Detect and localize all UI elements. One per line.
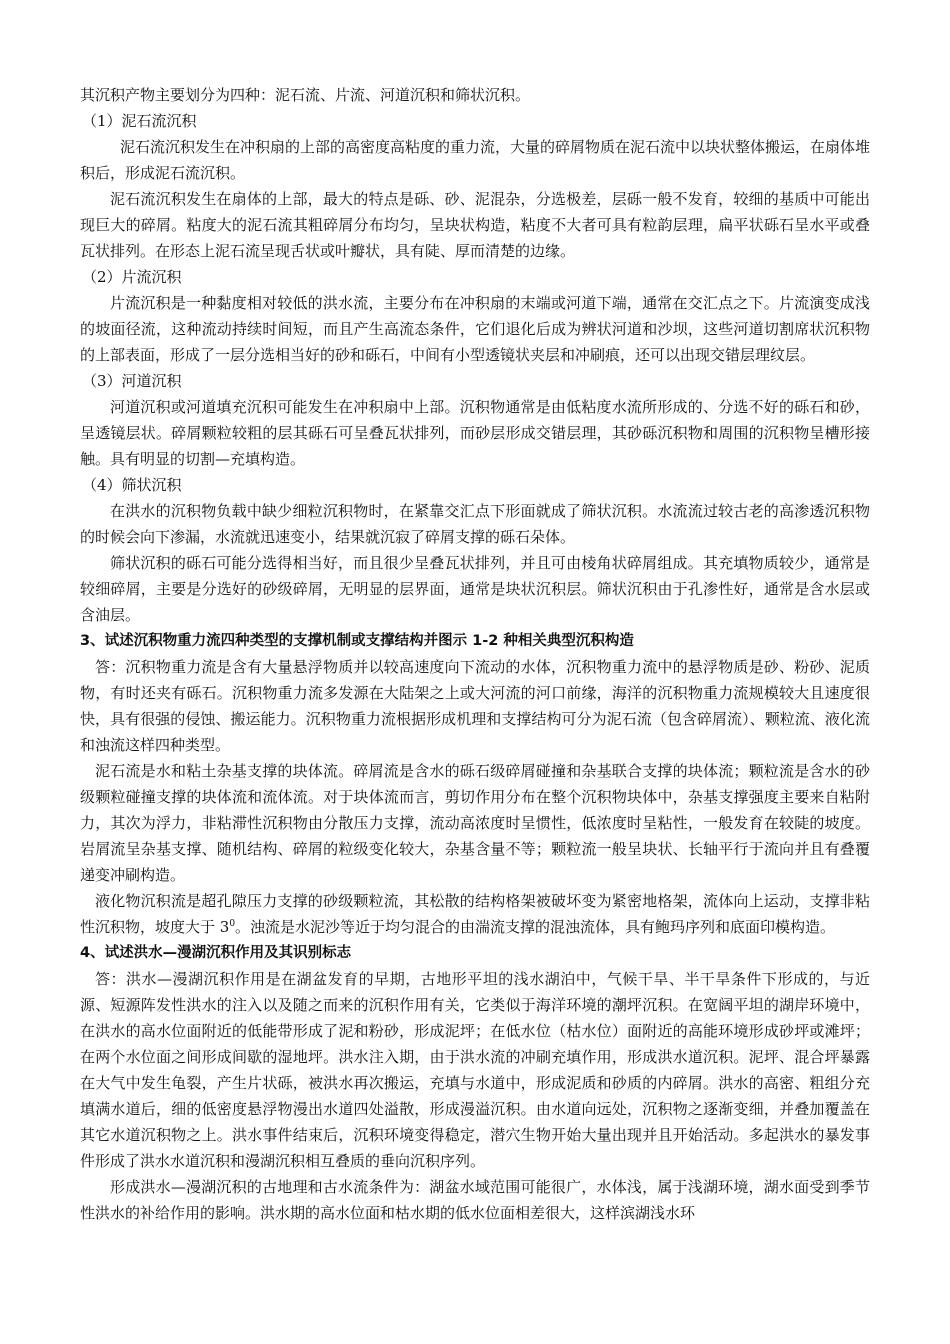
section-heading-debris-flow: （1）泥石流沉积 (82, 112, 197, 130)
answer-paragraph: 答：沉积物重力流是含有大量悬浮物质并以较高速度向下流动的水体，沉积物重力流中的悬浮物质是砂、粉砂、泥质物，有时还夹有砾石。沉积物重力流多发源在大陆架之上或大河流的河口前缘，海洋的沉积物重力流规模较大且速度很快，具有很强的侵蚀、搬运能力。沉积物重力流根据形成机理和支撑结构可分为泥石流（包含碎屑流）、颗粒流、液化流和浊流这样四种类型。 (80, 658, 870, 754)
section-heading-channel: （3）河道沉积 (82, 372, 182, 390)
superscript: 0 (229, 919, 236, 929)
paragraph (80, 888, 870, 940)
text-run: 液化物沉积流是超孔隙压力支撑的砂级颗粒流，其松散的结构格架被破坏变为紧密地格架，流体向上运动，支撑非粘性沉积物，坡度大于 3 (80, 892, 870, 936)
paragraph: 河道沉积或河道填充沉积可能发生在冲积扇中上部。沉积物通常是由低粘度水流所形成的、分选不好的砾石和砂，呈透镜层状。碎屑颗粒较粗的层其砾石可呈叠瓦状排列，而砂层形成交错层理，其砂砾沉积物和周围的沉积物呈槽形接触。具有明显的切割—充填构造。 (80, 398, 870, 468)
paragraph: 形成洪水—漫湖沉积的古地理和古水流条件为：湖盆水域范围可能很广，水体浅，属于浅湖环境，湖水面受到季节性洪水的补给作用的影响。洪水期的高水位面和枯水期的低水位面相差很大，这样滨湖浅水环 (80, 1178, 870, 1222)
text-run: 。浊流是水泥沙等近于均匀混合的由湍流支撑的混浊流体，具有鲍玛序列和底面印模构造。 (235, 918, 836, 936)
paragraph: 在洪水的沉积物负载中缺少细粒沉积物时，在紧靠交汇点下形面就成了筛状沉积。水流流过较古老的高渗透沉积物的时候会向下渗漏，水流就迅速变小，结果就沉寂了碎屑支撑的砾石朵体。 (80, 502, 870, 546)
intro-paragraph: 其沉积产物主要划分为四种：泥石流、片流、河道沉积和筛状沉积。 (80, 86, 531, 104)
paragraph: 泥石流沉积发生在扇体的上部，最大的特点是砾、砂、泥混杂，分选极差，层砾一般不发育，较细的基质中可能出现巨大的碎屑。粘度大的泥石流其粗碎屑分布均匀，呈块状构造，粘度不大者可具有粒韵层理，扁平状砾石呈水平或叠瓦状排列。在形态上泥石流呈现舌状或叶瓣状，具有陡、厚而清楚的边缘。 (80, 190, 870, 260)
question-3-heading: 3、试述沉积物重力流四种类型的支撑机制或支撑结构并图示 1-2 种相关典型沉积构造 (80, 633, 634, 649)
paragraph: 片流沉积是一种黏度相对较低的洪水流，主要分布在冲积扇的末端或河道下端，通常在交汇点之下。片流演变成浅的坡面径流，这种流动持续时间短，而且产生高流态条件，它们退化后成为辨状河道和沙坝，这些河道切割席状沉积物的上部表面，形成了一层分选相当好的砂和砾石，中间有小型透镜状夹层和冲刷痕，还可以出现交错层理纹层。 (80, 294, 870, 364)
paragraph: 筛状沉积的砾石可能分选得相当好，而且很少呈叠瓦状排列，并且可由棱角状碎屑组成。其充填物质较少，通常是较细碎屑，主要是分选好的砂级碎屑，无明显的层界面，通常是块状沉积层。筛状沉积由于孔渗性好，通常是含水层或含油层。 (80, 554, 870, 624)
section-heading-sieve: （4）筛状沉积 (82, 476, 182, 494)
paragraph: 泥石流沉积发生在冲积扇的上部的高密度高粘度的重力流，大量的碎屑物质在泥石流中以块状整体搬运，在扇体堆积后，形成泥石流沉积。 (80, 138, 871, 182)
question-4-heading: 4、试述洪水—漫湖沉积作用及其识别标志 (80, 945, 352, 961)
paragraph: 泥石流是水和粘土杂基支撑的块体流。碎屑流是含水的砾石级碎屑碰撞和杂基联合支撑的块体流；颗粒流是含水的砂级颗粒碰撞支撑的块体流和流体流。对于块体流而言，剪切作用分布在整个沉积物块体中，杂基支撑强度主要来自粘附力，其次为浮力，非粘滞性沉积物由分散压力支撑，流动高浓度时呈惯性，低浓度时呈粘性，一般发育在较陡的坡度。岩屑流呈杂基支撑、随机结构、碎屑的粒级变化较大，杂基含量不等；颗粒流一般呈块状、长轴平行于流向并且有叠覆递变冲刷构造。 (80, 762, 870, 884)
section-heading-sheet-flow: （2）片流沉积 (82, 268, 182, 286)
document-page (80, 82, 870, 1226)
answer-paragraph: 答：洪水—漫湖沉积作用是在湖盆发育的早期，古地形平坦的浅水湖泊中，气候干旱、半干旱条件下形成的，与近源、短源阵发性洪水的注入以及随之而来的沉积作用有关，它类似于海洋环境的潮坪沉积。在宽阔平坦的湖岸环境中，在洪水的高水位面附近的低能带形成了泥和粉砂，形成泥坪；在低水位（枯水位）面附近的高能环境形成砂坪或滩坪；在两个水位面之间形成间歇的湿地坪。洪水注入期，由于洪水流的冲刷充填作用，形成洪水道沉积。泥坪、混合坪暴露在大气中发生龟裂，产生片状砾，被洪水再次搬运，充填与水道中，形成泥质和砂质的内碎屑。洪水的高密、粗组分充填满水道后，细的低密度悬浮物漫出水道四处溢散，形成漫溢沉积。由水道向远处，沉积物之逐渐变细，并叠加覆盖在其它水道沉积物之上。洪水事件结束后，沉积环境变得稳定，潜穴生物开始大量出现并且开始活动。多起洪水的暴发事件形成了洪水水道沉积和漫湖沉积相互叠质的垂向沉积序列。 (80, 970, 870, 1170)
